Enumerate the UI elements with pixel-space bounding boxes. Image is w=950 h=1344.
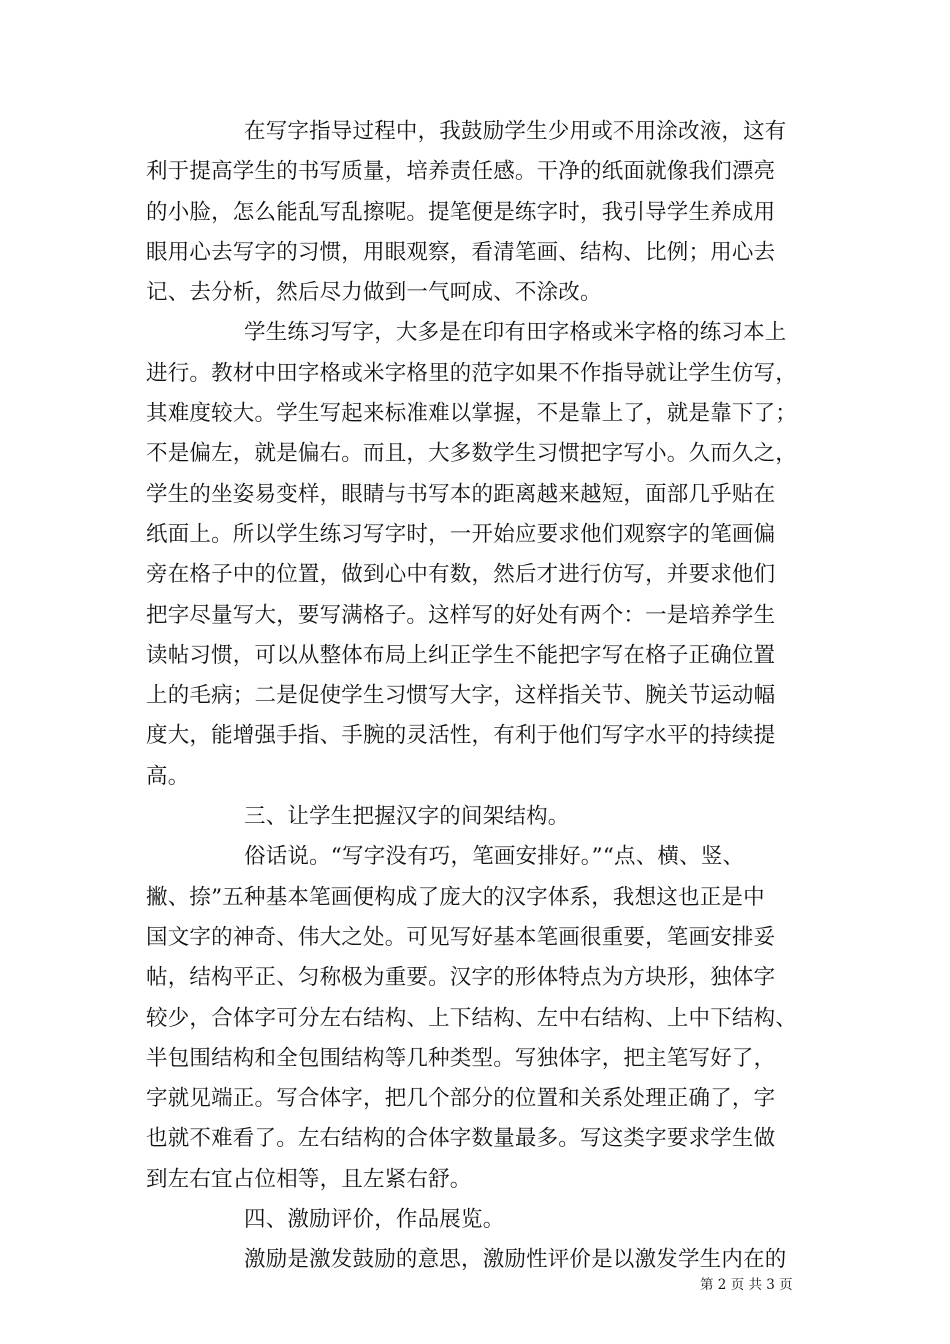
text-line: 帖，结构平正、匀称极为重要。汉字的形体特点为方块形，独体字: [146, 965, 776, 991]
text-line: 的小脸，怎么能乱写乱擦呢。提笔便是练字时，我引导学生养成用: [146, 199, 776, 225]
footer-prefix: 第: [700, 1277, 714, 1293]
text-line: 学生练习写字，大多是在印有田字格或米字格的练习本上: [244, 320, 787, 346]
text-line: 国文字的神奇、伟大之处。可见写好基本笔画很重要，笔画安排妥: [146, 924, 776, 950]
text-line: 半包围结构和全包围结构等几种类型。写独体字，把主笔写好了，: [146, 1045, 776, 1071]
text-line: 学生的坐姿易变样，眼睛与书写本的距离越来越短，面部几乎贴在: [146, 481, 776, 507]
text-line: 上的毛病；二是促使学生习惯写大字，这样指关节、腕关节运动幅: [146, 683, 776, 709]
text-line: 不是偏左，就是偏右。而且，大多数学生习惯把字写小。久而久之，: [146, 441, 798, 467]
document-body: [146, 112, 832, 1281]
text-line: 进行。教材中田字格或米字格里的范字如果不作指导就让学生仿写，: [146, 360, 798, 386]
text-line: 利于提高学生的书写质量，培养责任感。干净的纸面就像我们漂亮: [146, 159, 776, 185]
text-line: 度大，能增强手指、手腕的灵活性，有利于他们写字水平的持续提: [146, 723, 776, 749]
text-line: 撇、捺”五种基本笔画便构成了庞大的汉字体系，我想这也正是中: [146, 884, 765, 910]
text-line: 到左右宜占位相等，且左紧右舒。: [146, 1166, 472, 1192]
footer-suffix: 页: [779, 1277, 793, 1293]
text-line: 纸面上。所以学生练习写字时，一开始应要求他们观察字的笔画偏: [146, 521, 776, 547]
text-line: 高。: [146, 763, 190, 789]
footer-middle: 页 共: [730, 1277, 762, 1293]
footer-current-page: 2: [717, 1277, 727, 1293]
text-line: 把字尽量写大，要写满格子。这样写的好处有两个：一是培养学生: [146, 602, 776, 628]
text-line: 旁在格子中的位置，做到心中有数，然后才进行仿写，并要求他们: [146, 562, 776, 588]
text-line: 也就不难看了。左右结构的合体字数量最多。写这类字要求学生做: [146, 1126, 776, 1152]
text-line: 眼用心去写字的习惯，用眼观察，看清笔画、结构、比例；用心去: [146, 239, 776, 265]
text-line: 俗话说。“写字没有巧，笔画安排好。”“点、横、竖、: [244, 844, 745, 870]
text-line: 记、去分析，然后尽力做到一气呵成、不涂改。: [146, 280, 602, 306]
text-line: 较少，合体字可分左右结构、上下结构、左中右结构、上中下结构、: [146, 1005, 798, 1031]
section-heading: 三、让学生把握汉字的间架结构。: [244, 804, 570, 830]
text-line: 在写字指导过程中，我鼓励学生少用或不用涂改液，这有: [244, 119, 787, 144]
page-number-footer: [700, 1276, 840, 1294]
footer-total-pages: 3: [766, 1277, 775, 1293]
text-line: 其难度较大。学生写起来标准难以掌握，不是靠上了，就是靠下了；: [146, 401, 798, 427]
text-line: 字就见端正。写合体字，把几个部分的位置和关系处理正确了，字: [146, 1086, 776, 1112]
text-line: 读帖习惯，可以从整体布局上纠正学生不能把字写在格子正确位置: [146, 642, 776, 668]
text-line: 激励是激发鼓励的意思，激励性评价是以激发学生内在的: [244, 1247, 787, 1273]
section-heading: 四、激励评价，作品展览。: [244, 1207, 505, 1233]
